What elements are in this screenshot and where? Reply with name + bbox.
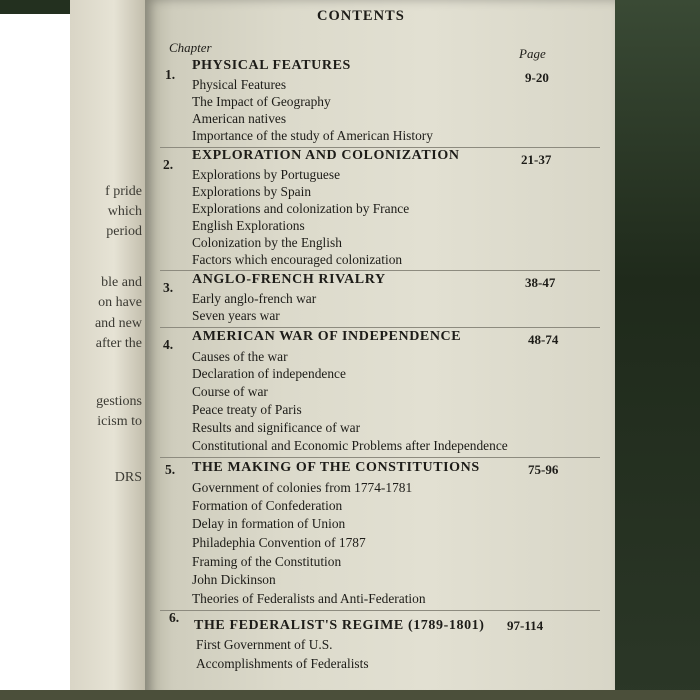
background-bottom-edge (0, 690, 700, 700)
left-page-fragment: on have (98, 295, 142, 310)
left-page-fragment: which (107, 204, 142, 219)
chapter-title: ANGLO-FRENCH RIVALRY (192, 272, 386, 287)
chapter-number: 2. (163, 157, 174, 172)
section-item: Early anglo-french war (192, 291, 317, 306)
chapter-number: 5. (165, 462, 176, 477)
chapter-title: THE FEDERALIST'S REGIME (1789-1801) (194, 618, 485, 633)
left-page-fragment: after the (95, 336, 142, 351)
section-item: First Government of U.S. (196, 637, 333, 652)
section-item: Colonization by the English (192, 235, 342, 250)
section-item: Factors which encouraged colonization (192, 252, 403, 267)
left-page-fragment: and new (94, 316, 142, 331)
section-item: Philadephia Convention of 1787 (192, 535, 366, 550)
contents-heading: CONTENTS (317, 8, 405, 24)
chapter-title: THE MAKING OF THE CONSTITUTIONS (192, 460, 480, 475)
section-item: Declaration of independence (192, 366, 346, 381)
left-page-fragment: period (106, 224, 142, 239)
section-item: Importance of the study of American History (192, 128, 433, 143)
left-page-fragment: f pride (105, 184, 142, 199)
left-page-fragment: icism to (97, 414, 142, 429)
chapter-page-range: 9-20 (525, 70, 549, 85)
section-item: Course of war (192, 384, 268, 399)
chapter-number: 4. (163, 337, 174, 352)
section-item: Results and significance of war (192, 420, 361, 435)
chapter-page-range: 21-37 (521, 152, 552, 167)
page-column-label: Page (519, 46, 546, 61)
section-item: American natives (192, 111, 287, 126)
contents-page (145, 0, 615, 700)
section-item: Seven years war (192, 308, 280, 323)
chapter-title: EXPLORATION AND COLONIZATION (192, 148, 460, 163)
left-page-fragment: ble and (101, 275, 142, 290)
section-item: English Explorations (192, 218, 305, 233)
left-page-fragment: DRS (114, 470, 142, 485)
left-neighbor-page (70, 0, 150, 700)
chapter-divider (160, 610, 600, 611)
chapter-page-range: 38-47 (525, 275, 556, 290)
section-item: Government of colonies from 1774-1781 (192, 480, 413, 495)
left-page-fragment: gestions (96, 394, 142, 409)
section-item: Causes of the war (192, 349, 288, 364)
chapter-number: 3. (163, 280, 174, 295)
chapter-column-label: Chapter (169, 40, 212, 55)
section-item: Physical Features (192, 77, 287, 92)
chapter-divider (160, 457, 600, 458)
section-item: The Impact of Geography (192, 94, 331, 109)
section-item: Theories of Federalists and Anti-Federation (192, 591, 426, 606)
background-dark-edge (610, 0, 700, 700)
chapter-page-range: 48-74 (528, 332, 559, 347)
chapter-title: AMERICAN WAR OF INDEPENDENCE (192, 329, 462, 344)
section-item: Explorations by Portuguese (192, 167, 341, 182)
chapter-number: 6. (169, 610, 180, 625)
section-item: Delay in formation of Union (192, 516, 346, 531)
chapter-divider (160, 327, 600, 328)
chapter-number: 1. (165, 67, 176, 82)
section-item: John Dickinson (192, 572, 276, 587)
section-item: Accomplishments of Federalists (196, 656, 369, 671)
section-item: Explorations by Spain (192, 184, 312, 199)
section-item: Peace treaty of Paris (192, 402, 302, 417)
section-item: Formation of Confederation (192, 498, 343, 513)
section-item: Constitutional and Economic Problems after Independence (192, 438, 508, 453)
chapter-page-range: 97-114 (507, 618, 544, 633)
chapter-title: PHYSICAL FEATURES (192, 58, 351, 73)
section-item: Framing of the Constitution (192, 554, 342, 569)
chapter-page-range: 75-96 (528, 462, 559, 477)
section-item: Explorations and colonization by France (192, 201, 410, 216)
chapter-divider (160, 270, 600, 271)
